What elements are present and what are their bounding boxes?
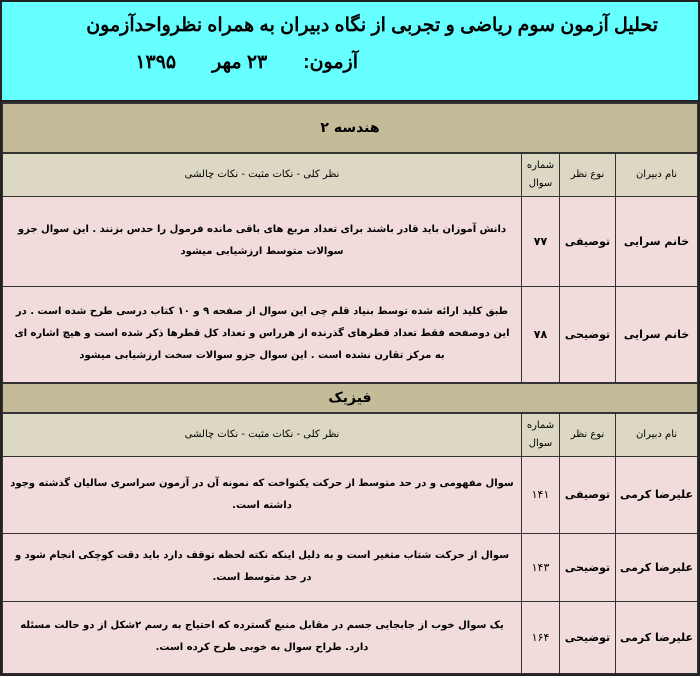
teacher-name: علیرضا کرمی: [616, 601, 698, 673]
table-header: [3, 413, 698, 456]
question-number: ۷۷: [522, 196, 560, 286]
header-comment: نظر کلی - نکات مثبت - نکات چالشی: [3, 153, 522, 196]
question-number: ۱۴۱: [522, 456, 560, 533]
header-teacher: نام دبیران: [616, 413, 698, 456]
title-banner: [2, 2, 698, 102]
teacher-name: علیرضا کرمی: [616, 456, 698, 533]
table-row: [3, 456, 698, 533]
header-type: نوع نظر: [560, 413, 616, 456]
teacher-name: خانم سرایی: [616, 286, 698, 383]
table-row: [3, 286, 698, 383]
section-title: فیزیک: [3, 383, 698, 413]
header-type: نوع نظر: [560, 153, 616, 196]
comment-type: توضیحی: [560, 601, 616, 673]
header-teacher: نام دبیران: [616, 153, 698, 196]
comment-type: توضیحی: [560, 533, 616, 601]
section-title: هندسه ۲: [3, 103, 698, 153]
header-number: شماره سوال: [522, 153, 560, 196]
document-title: تحلیل آزمون سوم ریاضی و تجربی از نگاه دبیران به همراه نظرواحدآزمون: [86, 15, 658, 36]
section-header: [3, 383, 698, 413]
exam-date-line: [32, 51, 358, 74]
table-row: [3, 196, 698, 286]
exam-label: آزمون:: [303, 52, 358, 73]
comment-text: طبق کلید ارائه شده توسط بنیاد قلم چی این سوال از صفحه ۹ و ۱۰ کتاب درسی طرح شده است . در این دوصفحه فقط تعداد قطرهای گذرنده از هرراس و تعداد کل قطرها ذکر شده است و هیچ اشاره ای به مرکز تقارن نشده است . این سوال جزو سوالات سخت ارزشیابی میشود: [3, 286, 522, 383]
teacher-name: علیرضا کرمی: [616, 533, 698, 601]
table-row: [3, 533, 698, 601]
table-header: [3, 153, 698, 196]
header-number: شماره سوال: [522, 413, 560, 456]
exam-year: ۱۳۹۵: [135, 52, 177, 73]
analysis-table: [2, 102, 698, 674]
question-number: ۱۶۴: [522, 601, 560, 673]
comment-text: یک سوال خوب از جابجایی جسم در مقابل منبع گسترده که احتیاج به رسم ۲شکل از دو حالت مسئله دارد. طراح سوال به خوبی طرح کرده است.: [3, 601, 522, 673]
question-number: ۷۸: [522, 286, 560, 383]
comment-text: دانش آموزان باید قادر باشند برای تعداد مربع های باقی مانده فرمول را حدس بزنند . این سوال جزو سوالات متوسط ارزشیابی میشود: [3, 196, 522, 286]
exam-date: ۲۳ مهر: [212, 52, 268, 73]
comment-text: سوال مفهومی و در حد متوسط از حرکت یکنواخت که نمونه آن در آزمون سراسری سالیان گذشته وجود داشته است.: [3, 456, 522, 533]
comment-type: توصیفی: [560, 196, 616, 286]
comment-text: سوال از حرکت شتاب متغیر است و به دلیل اینکه نکته لحظه توقف دارد باید دقت کوچکی انجام شود و در حد متوسط است.: [3, 533, 522, 601]
header-comment: نظر کلی - نکات مثبت - نکات چالشی: [3, 413, 522, 456]
section-header: [3, 103, 698, 153]
comment-type: توصیفی: [560, 456, 616, 533]
comment-type: توضیحی: [560, 286, 616, 383]
teacher-name: خانم سرایی: [616, 196, 698, 286]
table-row: [3, 601, 698, 673]
question-number: ۱۴۳: [522, 533, 560, 601]
